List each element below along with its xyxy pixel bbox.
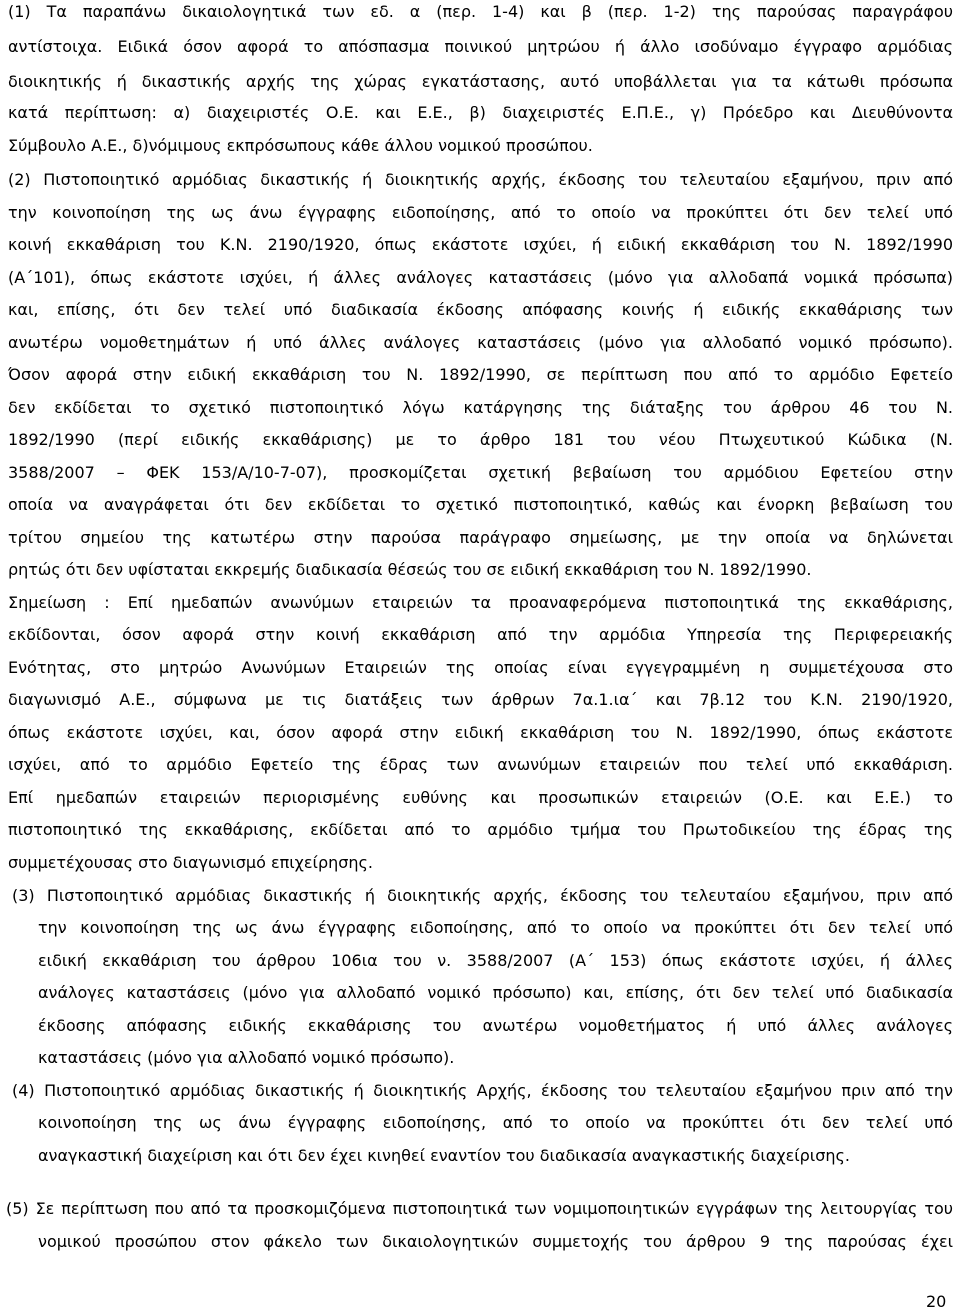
text-line: (Α΄101), όπως εκάστοτε ισχύει, ή άλλες ανάλογες καταστάσεις (μόνο για αλλοδαπά νομικά πρόσωπα) — [8, 268, 953, 287]
text-line: πιστοποιητικό της εκκαθάρισης, εκδίδεται από το αρμόδιο τμήμα του Πρωτοδικείου της έδρας της — [8, 820, 953, 839]
text-line: ανωτέρω νομοθετημάτων ή υπό άλλες ανάλογες καταστάσεις (μόνο για αλλοδαπό νομικό πρόσωπο). — [8, 333, 953, 352]
text-line: δεν εκδίδεται το σχετικό πιστοποιητικό λόγω κατάργησης της διάταξης του άρθρου 46 του Ν. — [8, 398, 953, 417]
text-line: 3588/2007 – ΦΕΚ 153/Α/10-7-07), προσκομίζεται σχετική βεβαίωση του αρμόδιου Εφετείου στην — [8, 463, 953, 482]
text-line: (3) Πιστοποιητικό αρμόδιας δικαστικής ή διοικητικής αρχής, έκδοσης του τελευταίου εξαμήνου, πριν από — [12, 886, 953, 905]
text-line: τρίτου σημείου της κατωτέρω στην παρούσα παράγραφο σημείωσης, με την οποία να δηλώνεται — [8, 528, 953, 547]
text-line: αντίστοιχα. Ειδικά όσον αφορά το απόσπασμα ποινικού μητρώου ή άλλο ισοδύναμο έγγραφο αρμόδιας — [8, 37, 953, 56]
text-line: ισχύει, από το αρμόδιο Εφετείο της έδρας των ανωνύμων εταιρειών που τελεί υπό εκκαθάριση. — [8, 755, 953, 774]
text-line: εκδίδονται, όσον αφορά στην κοινή εκκαθάριση από την αρμόδια Υπηρεσία της Περιφερειακής — [8, 625, 953, 644]
text-line: οποία να αναγράφεται ότι δεν εκδίδεται το σχετικό πιστοποιητικό, καθώς και ένορκη βεβαίωση του — [8, 495, 953, 514]
text-line: Σημείωση : Επί ημεδαπών ανωνύμων εταιρειών τα προαναφερόμενα πιστοποιητικά της εκκαθάρισης, — [8, 593, 953, 612]
text-line: κοινή εκκαθάριση του Κ.Ν. 2190/1920, όπως εκάστοτε ισχύει, ή ειδική εκκαθάριση του Ν. 1892/1990 — [8, 235, 953, 254]
text-line: την κοινοποίηση της ως άνω έγγραφης ειδοποίησης, από το οποίο να προκύπτει ότι δεν τελεί υπό — [38, 918, 953, 937]
text-line: διαγωνισμό Α.Ε., σύμφωνα με τις διατάξεις των άρθρων 7α.1.ια΄ και 7β.12 του Κ.Ν. 2190/1920, — [8, 690, 953, 709]
text-line: συμμετέχουσας στο διαγωνισμό επιχείρησης. — [8, 853, 374, 872]
text-line: (5) Σε περίπτωση που από τα προσκομιζόμενα πιστοποιητικά των νομιμοποιητικών εγγράφων της λειτουργίας του — [6, 1199, 953, 1218]
text-line: ειδική εκκαθάριση του άρθρου 106ια του ν. 3588/2007 (Α΄ 153) όπως εκάστοτε ισχύει, ή άλλες — [38, 951, 953, 970]
text-line: την κοινοποίηση της ως άνω έγγραφης ειδοποίησης, από το οποίο να προκύπτει ότι δεν τελεί υπό — [8, 203, 953, 222]
text-line: διοικητικής ή δικαστικής αρχής της χώρας εγκατάστασης, αυτό υποβάλλεται για τα κάτωθι πρόσωπα — [8, 72, 953, 91]
text-line: κατά περίπτωση: α) διαχειριστές Ο.Ε. και Ε.Ε., β) διαχειριστές Ε.Π.Ε., γ) Πρόεδρο και Διευθύνοντα — [8, 103, 953, 122]
text-line: (4) Πιστοποιητικό αρμόδιας δικαστικής ή διοικητικής Αρχής, έκδοσης του τελευταίου εξαμήνου πριν από την — [12, 1081, 953, 1100]
text-line: κοινοποίηση της ως άνω έγγραφης ειδοποίησης, από το οποίο να προκύπτει ότι δεν τελεί υπό — [38, 1113, 953, 1132]
page-number: 20 — [926, 1292, 947, 1311]
text-line: Επί ημεδαπών εταιρειών περιορισμένης ευθύνης και προσωπικών εταιρειών (Ο.Ε. και Ε.Ε.) το — [8, 788, 953, 807]
text-line: έκδοσης απόφασης ειδικής εκκαθάρισης του ανωτέρω νομοθετήματος ή υπό άλλες ανάλογες — [38, 1016, 953, 1035]
text-line: νομικού προσώπου στον φάκελο των δικαιολογητικών συμμετοχής του άρθρου 9 της παρούσας έχει — [38, 1232, 953, 1251]
text-line: όπως εκάστοτε ισχύει, και, όσον αφορά στην ειδική εκκαθάριση του Ν. 1892/1990, όπως εκάστοτε — [8, 723, 953, 742]
text-line: (2) Πιστοποιητικό αρμόδιας δικαστικής ή διοικητικής αρχής, έκδοσης του τελευταίου εξαμήνου, πριν από — [8, 170, 953, 189]
text-line: ανάλογες καταστάσεις (μόνο για αλλοδαπό νομικό πρόσωπο) και, επίσης, ότι δεν τελεί υπό διαδικασία — [38, 983, 953, 1002]
text-line: καταστάσεις (μόνο για αλλοδαπό νομικό πρόσωπο). — [38, 1048, 455, 1067]
text-line: και, επίσης, ότι δεν τελεί υπό διαδικασία έκδοσης απόφασης κοινής ή ειδικής εκκαθάρισης των — [8, 300, 953, 319]
text-line: ρητώς ότι δεν υφίσταται εκκρεμής διαδικασία θέσεώς του σε ειδική εκκαθάριση του Ν. 1892/1990. — [8, 560, 812, 579]
text-line: αναγκαστική διαχείριση και ότι δεν έχει κινηθεί εναντίον του διαδικασία αναγκαστικής διαχείρισης. — [38, 1146, 850, 1165]
text-line: Σύμβουλο Α.Ε., δ)νόμιμους εκπρόσωπους κάθε άλλου νομικού προσώπου. — [8, 136, 593, 155]
text-line: 1892/1990 (περί ειδικής εκκαθάρισης) με το άρθρο 181 του νέου Πτωχευτικού Κώδικα (Ν. — [8, 430, 953, 449]
text-line: Όσον αφορά στην ειδική εκκαθάριση του Ν. 1892/1990, σε περίπτωση που από το αρμόδιο Εφετείο — [8, 365, 953, 384]
text-line: (1) Τα παραπάνω δικαιολογητικά των εδ. α (περ. 1-4) και β (περ. 1-2) της παρούσας παραγράφου — [8, 2, 953, 21]
text-line: Ενότητας, στο μητρώο Ανωνύμων Εταιρειών της οποίας είναι εγγεγραμμένη η συμμετέχουσα στο — [8, 658, 953, 677]
